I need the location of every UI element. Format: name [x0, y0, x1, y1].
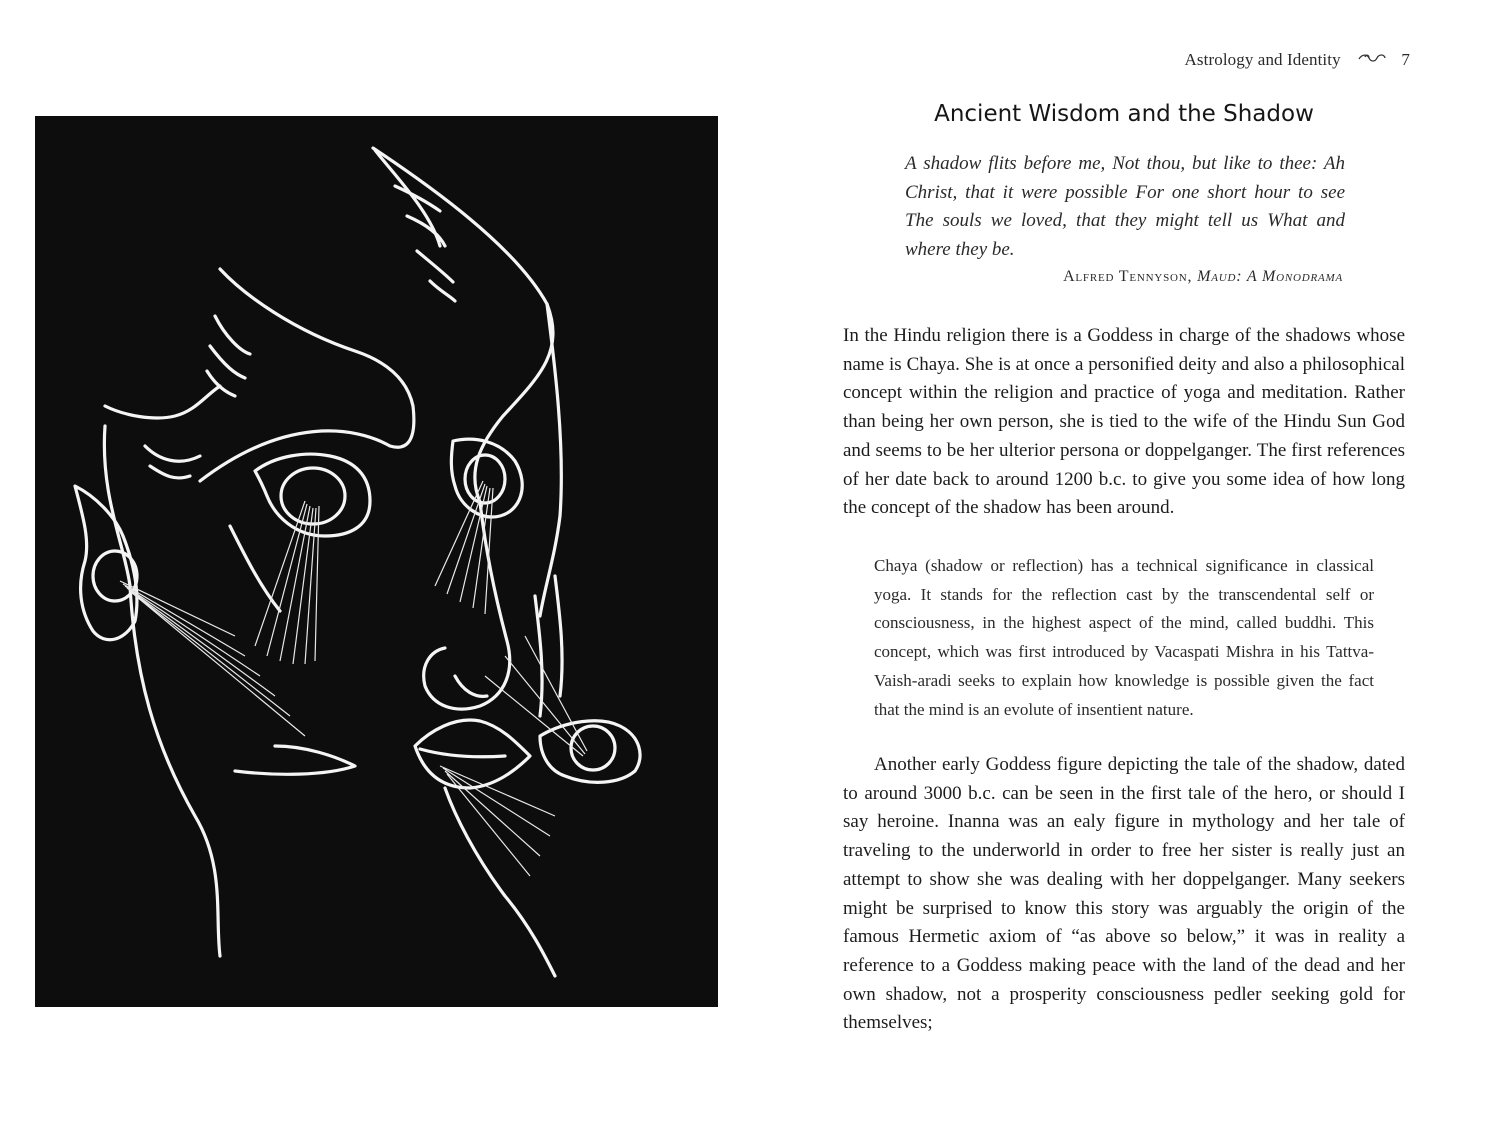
epigraph-attribution	[905, 268, 1343, 286]
running-head	[1080, 50, 1410, 71]
epigraph-work: Maud: A Monodrama	[1197, 268, 1343, 285]
fleuron-icon	[1357, 51, 1387, 71]
shadow-face-illustration	[35, 116, 718, 1007]
epigraph-text: A shadow flits before me, Not thou, but like to thee: Ah Christ, that it were possible For one short hour to see The souls we loved, that they might tell us What and where they be.	[905, 153, 1345, 260]
block-quote: Chaya (shadow or reflection) has a technical significance in classical yoga. It stands for the reflection cast by the transcendental self or consciousness, in the highest aspect of the mind, called buddhi. This concept, which was first introduced by Vacaspati Mishra in his Tattva-Vaish-aradi seeks to explain how knowledge is possible given the fact that the mind is an evolute of insentient nature.	[874, 556, 1374, 719]
page-number: 7	[1401, 50, 1410, 69]
section-title: Ancient Wisdom and the Shadow	[934, 101, 1314, 127]
body-paragraph-1: In the Hindu religion there is a Goddess in charge of the shadows whose name is Chaya. She is at once a personified deity and also a philosophical concept within the religion and practice of yoga and meditation. Rather than being her own person, she is tied to the wife of the Hindu Sun God and seems to be her ulterior persona or doppelganger. The first references of her date back to around 1200 b.c. to give you some idea of how long the concept of the shadow has been around.	[843, 325, 1405, 519]
epigraph-author: Alfred Tennyson,	[1063, 268, 1193, 285]
face-line-drawing-illustration	[35, 116, 718, 1007]
running-title: Astrology and Identity	[1184, 50, 1341, 69]
body-paragraph-2: Another early Goddess figure depicting the tale of the shadow, dated to around 3000 b.c. can be seen in the first tale of the hero, or should I say heroine. Inanna was an ealy figure in mythology and her tale of traveling to the underworld in order to free her sister is really just an attempt to show she was dealing with her doppelganger. Many seekers might be surprised to know this story was arguably the origin of the famous Hermetic axiom of “as above so below,” it was in reality a reference to a Goddess making peace with the land of the dead and her own shadow, not a prosperity consciousness pedler seeking gold for themselves;	[843, 754, 1405, 1034]
